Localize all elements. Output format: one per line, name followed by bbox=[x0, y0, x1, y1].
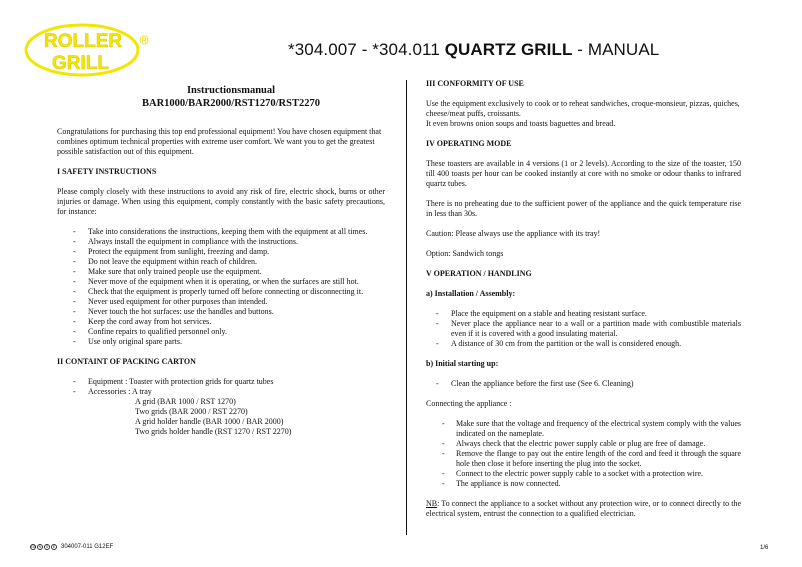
accessory-sublist bbox=[57, 397, 385, 437]
svg-text:R: R bbox=[142, 38, 147, 45]
list-item: A grid holder handle (BAR 1000 / BAR 2000) bbox=[135, 417, 284, 426]
list-item: - Check that the equipment is properly turned off before connecting or disconnecting it. bbox=[57, 287, 385, 297]
section-heading-conformity: III CONFORMITY OF USE bbox=[426, 79, 524, 88]
subsection-heading-installation: a) Installation / Assembly: bbox=[426, 289, 516, 298]
certification-icons: CE N S E bbox=[31, 545, 56, 549]
footer-code: CE N S E 304007-011 G12EF bbox=[31, 544, 114, 550]
safety-list bbox=[57, 227, 385, 347]
left-column bbox=[57, 84, 385, 437]
list-item: - Make sure that the voltage and frequency of the electrical system comply with the values indicated on the nameplate. bbox=[426, 419, 741, 439]
list-item: - Confine repairs to qualified personnel only. bbox=[57, 327, 385, 337]
list-item: - Make sure that only trained people use the equipment. bbox=[57, 267, 385, 277]
list-item: Two grids (BAR 2000 / RST 2270) bbox=[135, 407, 248, 416]
installation-list bbox=[426, 309, 741, 349]
list-item: - The appliance is now connected. bbox=[426, 479, 741, 489]
list-item: - Never move of the equipment when it is operating, or when the surfaces are still hot. bbox=[57, 277, 385, 287]
subsection-heading-starting: b) Initial starting up: bbox=[426, 359, 499, 368]
list-item: - Keep the cord away from hot services. bbox=[57, 317, 385, 327]
section-heading-operating: IV OPERATING MODE bbox=[426, 139, 512, 148]
list-item: - Connect to the electric power supply cable to a socket with a protection wire. bbox=[426, 469, 741, 479]
list-item: - Equipment : Toaster with protection grids for quartz tubes bbox=[57, 377, 385, 387]
column-divider bbox=[406, 80, 407, 535]
list-item: - Use only original spare parts. bbox=[57, 337, 385, 347]
list-item: - Clean the appliance before the first use (See 6. Cleaning) bbox=[426, 379, 741, 389]
list-item: - Protect the equipment from sunlight, freezing and damp. bbox=[57, 247, 385, 257]
logo-text-top: ROLLER bbox=[44, 31, 123, 52]
list-item: - Place the equipment on a stable and heating resistant surface. bbox=[426, 309, 741, 319]
list-item: A grid (BAR 1000 / RST 1270) bbox=[135, 397, 236, 406]
safety-paragraph: Please comply closely with these instructions to avoid any risk of fire, electric shock, burns or other injuries or damage. When using this equipment, comply constantly with the basic safety precautions, for instance: bbox=[57, 187, 385, 216]
list-item: - Take into considerations the instructions, keeping them with the equipment at all times. bbox=[57, 227, 385, 237]
document-title: Instructionsmanual BAR1000/BAR2000/RST1270/RST2270 bbox=[142, 85, 320, 109]
section-heading-operation: V OPERATION / HANDLING bbox=[426, 269, 532, 278]
operating-paragraph: These toasters are available in 4 versions (1 or 2 levels). According to the size of the toaster, 150 till 400 toasts per hour can be cooked instantly at core with no smoke or odour thanks to infrared quartz tubes. bbox=[426, 159, 741, 188]
list-item: - Never place the appliance near to a wall or a partition made with combustible materials even if it is covered with a good insulating material. bbox=[426, 319, 741, 339]
conformity-paragraph-2: It even browns onion soups and toasts baguettes and bread. bbox=[426, 119, 616, 128]
list-item: - Never used equipment for other purposes than intended. bbox=[57, 297, 385, 307]
list-item: - A distance of 30 cm from the partition or the wall is considered enough. bbox=[426, 339, 741, 349]
connecting-label: Connecting the appliance : bbox=[426, 399, 512, 408]
connecting-list bbox=[426, 419, 741, 489]
intro-paragraph: Congratulations for purchasing this top end professional equipment! You have chosen equipment that combines optimum technical properties with extreme user comfort. We want you to get the greatest possible satisfaction out of this equipment. bbox=[57, 127, 382, 156]
list-item: - Always install the equipment in compliance with the instructions. bbox=[57, 237, 385, 247]
list-item: - Never touch the hot surfaces: use the handles and buttons. bbox=[57, 307, 385, 317]
caution-text: Caution: Please always use the appliance with its tray! bbox=[426, 229, 601, 238]
starting-list bbox=[426, 379, 741, 389]
nb-paragraph: NB: To connect the appliance to a socket without any protection wire, or to connect directly to the electrical system, entrust the connection to a qualified electrician. bbox=[426, 499, 741, 518]
right-column bbox=[426, 79, 741, 529]
logo-text-bottom: GRILL bbox=[52, 53, 109, 74]
conformity-paragraph: Use the equipment exclusively to cook or to reheat sandwiches, croque-monsieur, pizzas, quiches, cheese/meat puffs, croissants. bbox=[426, 99, 740, 118]
operating-paragraph-2: There is no preheating due to the sufficient power of the appliance and the quick temperature rise in less than 30s. bbox=[426, 199, 741, 218]
section-heading-packing: II CONTAINT OF PACKING CARTON bbox=[57, 357, 196, 366]
option-text: Option: Sandwich tongs bbox=[426, 249, 504, 258]
page-title: *304.007 - *304.011 QUARTZ GRILL - MANUAL bbox=[288, 40, 660, 59]
roller-grill-logo bbox=[22, 20, 162, 78]
section-heading-safety: I SAFETY INSTRUCTIONS bbox=[57, 167, 157, 176]
list-item: - Remove the flange to pay out the entire length of the cord and feed it through the square hole then close it before inserting the plug into the socket. bbox=[426, 449, 741, 469]
page-number: 1/6 bbox=[760, 545, 769, 551]
list-item: Two grids holder handle (RST 1270 / RST 2270) bbox=[135, 427, 292, 436]
list-item: - Do not leave the equipment within reach of children. bbox=[57, 257, 385, 267]
packing-list bbox=[57, 377, 385, 397]
list-item: - Always check that the electric power supply cable or plug are free of damage. bbox=[426, 439, 741, 449]
list-item: - Accessories : A tray bbox=[57, 387, 385, 397]
